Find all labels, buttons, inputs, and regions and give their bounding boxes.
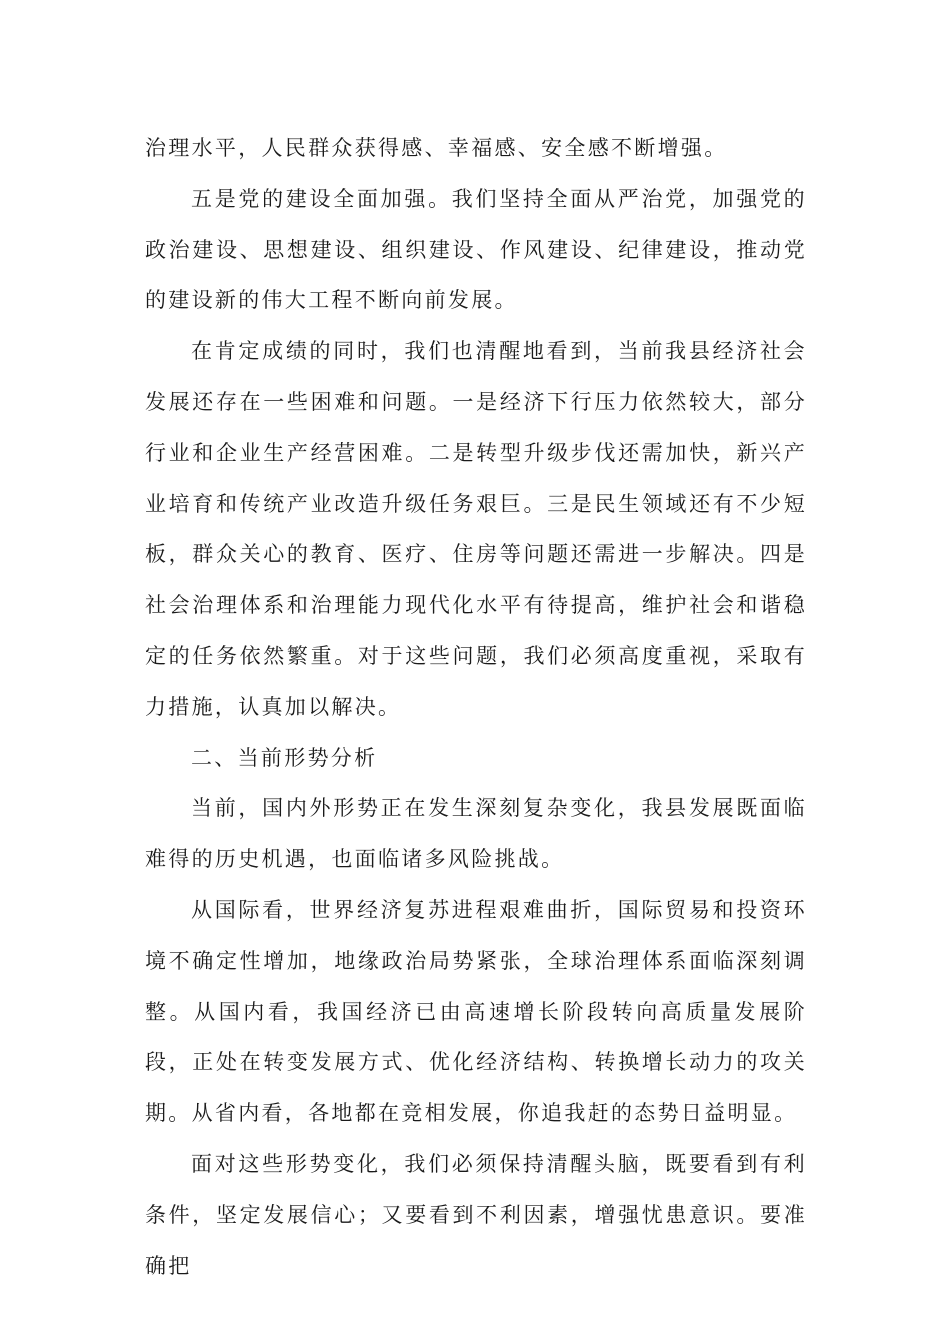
paragraph-facing-changes: 面对这些形势变化，我们必须保持清醒头脑，既要看到有利条件，坚定发展信心；又要看到不利因素，增强忧患意识。要准确把	[145, 1151, 807, 1278]
paragraph-problems: 在肯定成绩的同时，我们也清醒地看到，当前我县经济社会发展还存在一些困难和问题。一是经济下行压力依然较大，部分行业和企业生产经营困难。二是转型升级步伐还需加快，新兴产业培育和传统产业改造升级任务艰巨。三是民生领域还有不少短板，群众关心的教育、医疗、住房等问题还需进一步解决。四是社会治理体系和治理能力现代化水平有待提高，维护社会和谐稳定的任务依然繁重。对于这些问题，我们必须高度重视，采取有力措施，认真加以解决。	[145, 339, 807, 719]
paragraph-governance-level: 治理水平，人民群众获得感、幸福感、安全感不断增强。	[145, 136, 728, 160]
paragraph-international-domestic: 从国际看，世界经济复苏进程艰难曲折，国际贸易和投资环境不确定性增加，地缘政治局势紧张，全球治理体系面临深刻调整。从国内看，我国经济已由高速增长阶段转向高质量发展阶段，正处在转变发展方式、优化经济结构、转换增长动力的攻关期。从省内看，各地都在竞相发展，你追我赶的态势日益明显。	[145, 897, 807, 1126]
paragraph-current-situation: 当前，国内外形势正在发生深刻复杂变化，我县发展既面临难得的历史机遇，也面临诸多风险挑战。	[145, 796, 807, 872]
paragraph-party-building: 五是党的建设全面加强。我们坚持全面从严治党，加强党的政治建设、思想建设、组织建设、作风建设、纪律建设，推动党的建设新的伟大工程不断向前发展。	[145, 186, 807, 313]
document-body	[145, 123, 807, 1291]
section-heading-situation-analysis: 二、当前形势分析	[191, 745, 378, 770]
